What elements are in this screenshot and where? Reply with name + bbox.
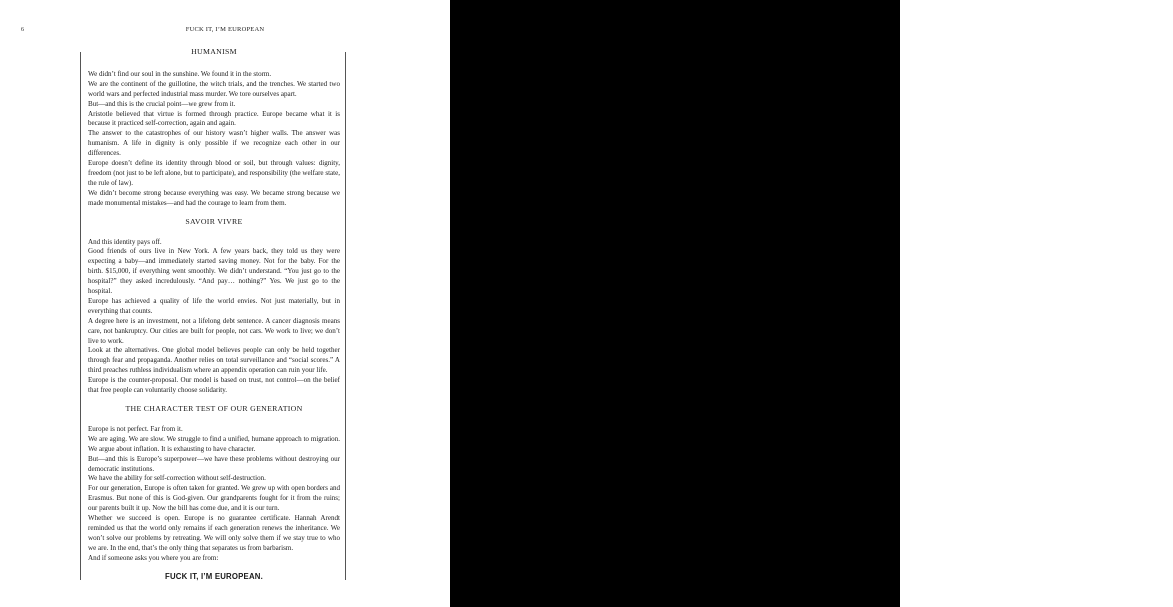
paragraph: We have the ability for self-correction without self-destruction. bbox=[88, 474, 266, 483]
star-icon bbox=[1155, 48, 1163, 56]
paragraph: And if someone asks you where you are from: bbox=[88, 553, 219, 562]
right-page bbox=[450, 0, 1173, 607]
chapter-title-block bbox=[955, 391, 1173, 557]
paragraph: The answer to the catastrophes of our history wasn’t higher walls. The answer was humanism. A life in dignity is only possible if we recognize each other in our differences. bbox=[88, 129, 340, 158]
eu-stars-icon bbox=[1111, 25, 1165, 79]
running-head: FUCK IT, I’M EUROPEAN bbox=[185, 26, 265, 33]
paragraph: Aristotle believed that virtue is formed through practice. Europe became what it is because it practiced self-correction, again and again. bbox=[88, 109, 340, 128]
paragraph: Europe doesn’t define its identity through blood or soil, but through values: dignity, freedom (not just to be left alone, but to participate), and responsibility (the welfare state, the rule of law). bbox=[88, 159, 340, 187]
star-icon bbox=[1124, 30, 1132, 38]
page-number: 6 bbox=[21, 27, 24, 33]
star-icon bbox=[1116, 58, 1124, 66]
paragraph: Whether we succeed is open. Europe is no guarantee certificate. Hannah Arendt reminded us that the world only remains if each generation renews the inheritance. We won’t solve our problems by retreating. We will only solve them if we stay true to who we are. In the end, that’s the only thing that separates us from barbarism. bbox=[88, 514, 340, 552]
paragraph: A degree here is an investment, not a lifelong debt sentence. A cancer diagnosis means care, not bankruptcy. Our cities are built for people, not cars. We work to live; we don’t live to work. bbox=[88, 316, 340, 345]
star-icon bbox=[1134, 27, 1142, 35]
star-icon bbox=[1124, 66, 1132, 74]
star-icon bbox=[1116, 37, 1124, 45]
paragraph: We didn’t become strong because everything was easy. We became strong because we made monumental mistakes—and had the courage to learn from them. bbox=[88, 188, 340, 207]
paragraph: We are the continent of the guillotine, the witch trials, and the trenches. We started two world wars and perfected industrial mass murder. We tore ourselves apart. bbox=[88, 79, 340, 98]
star-icon bbox=[1152, 37, 1160, 45]
paragraph: Europe has achieved a quality of life the world envies. Not just materially, but in everything that counts. bbox=[88, 296, 340, 315]
sign-off: FUCK IT, I’M EUROPEAN. bbox=[165, 571, 263, 581]
paragraph: Look at the alternatives. One global model believes people can only be held together through fear and propaganda. Another relies on total surveillance and “social scores.” A third preaches ruthless individualism where an appendix operation can ruin your life. bbox=[88, 346, 340, 375]
chapter-number: 1 bbox=[955, 391, 985, 455]
star-icon bbox=[1145, 66, 1153, 74]
left-column-rule bbox=[80, 52, 81, 580]
section-heading-humanism: HUMANISM bbox=[191, 47, 237, 56]
paragraph: Good friends of ours live in New York. A few years back, they told us they were expecting a baby—and immediately started saving money. Not for the baby. For the birth. $15,000, if everything went smoothly. We didn’t understand. “You just go to the hospital?” they asked incredulously. “And pay… nothing?” Yes. We just go to the hospital. bbox=[88, 247, 340, 296]
star-icon bbox=[1145, 30, 1153, 38]
star-icon bbox=[1152, 58, 1160, 66]
paragraph: We are aging. We are slow. We struggle to find a unified, humane approach to migration. We argue about inflation. It is exhausting to have character. bbox=[88, 434, 340, 453]
paragraph: But—and this is Europe’s superpower—we have these problems without destroying our democratic institutions. bbox=[88, 454, 340, 473]
chapter-title-line-1: Unity in bbox=[955, 442, 1144, 506]
section-heading-savoir-vivre: SAVOIR VIVRE bbox=[185, 216, 243, 226]
paragraph: Europe is the counter-proposal. Our model is based on trust, not control—on the belief that free people can voluntarily choose solidarity. bbox=[88, 376, 340, 395]
paragraph: And this identity pays off. bbox=[88, 237, 162, 246]
paragraph: Europe is not perfect. Far from it. bbox=[88, 424, 183, 433]
body-text-column bbox=[88, 47, 340, 582]
paragraph: For our generation, Europe is often taken for granted. We grew up with open borders and Erasmus. But none of this is God-given. Our grandparents fought for it from the ruins; our parents built it up. Now the bill has come due, and it is our turn. bbox=[88, 484, 340, 513]
right-column-rule bbox=[345, 52, 346, 580]
star-icon bbox=[1134, 69, 1142, 77]
paragraph: But—and this is the crucial point—we grew from it. bbox=[88, 99, 236, 108]
section-heading-character-test: THE CHARACTER TEST OF OUR GENERATION bbox=[125, 404, 303, 413]
chapter-title-line-2: Diversity bbox=[955, 493, 1173, 557]
left-page bbox=[0, 0, 450, 607]
star-icon bbox=[1113, 48, 1121, 56]
paragraph: We didn’t find our soul in the sunshine. We found it in the storm. bbox=[88, 69, 272, 78]
